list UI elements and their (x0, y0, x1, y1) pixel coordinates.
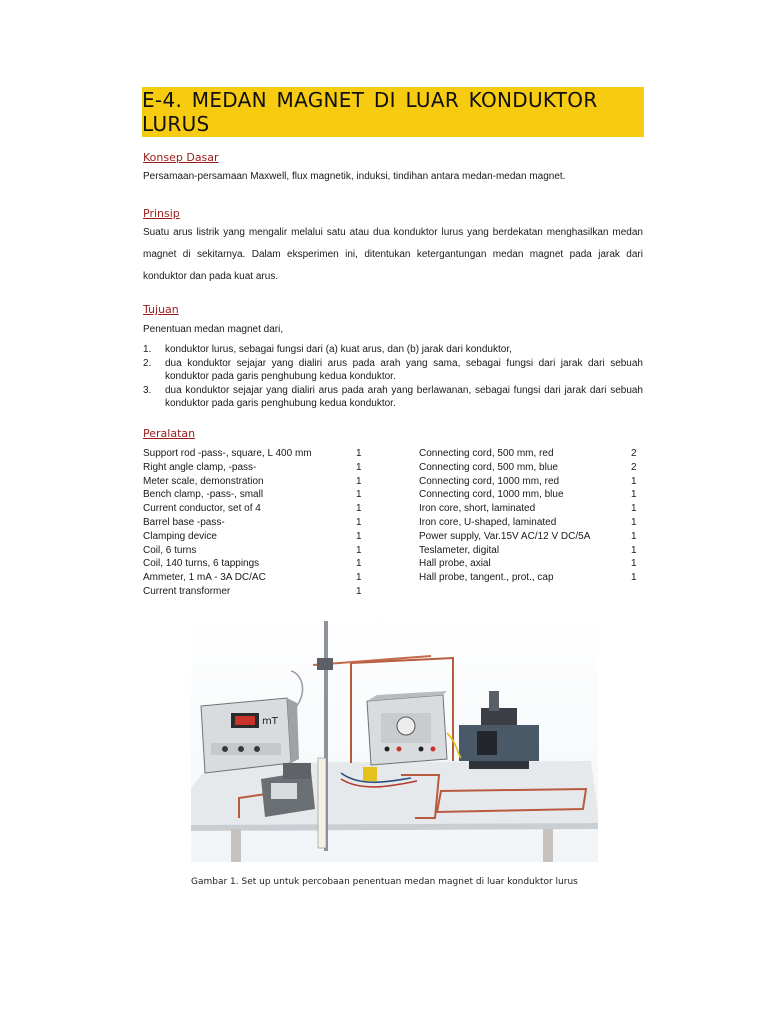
equipment-name: Coil, 6 turns (143, 544, 197, 556)
equipment-qty: 1 (631, 558, 637, 570)
table-row (143, 461, 366, 475)
equipment-name: Current transformer (143, 585, 231, 597)
equipment-qty: 1 (631, 503, 637, 515)
equipment-qty: 1 (356, 558, 362, 570)
title-banner (142, 87, 644, 137)
table-row (143, 475, 366, 489)
konsep-dasar-text: Persamaan-persamaan Maxwell, flux magnetik, induksi, tindihan antara medan-medan magnet. (143, 171, 566, 182)
equipment-name: Power supply, Var.15V AC/12 V DC/5A (419, 530, 591, 542)
equipment-qty: 1 (356, 572, 362, 584)
equipment-name: Clamping device (143, 530, 217, 542)
table-row (419, 530, 641, 544)
equipment-name: Ammeter, 1 mA - 3A DC/AC (143, 572, 266, 584)
list-item: 1. konduktor lurus, sebagai fungsi dari (a) kuat arus, dan (b) jarak dari konduktor, (143, 344, 512, 355)
equipment-qty: 2 (631, 448, 637, 459)
table-row (419, 475, 641, 489)
equipment-list-left (143, 447, 366, 599)
equipment-name: Connecting cord, 1000 mm, red (419, 475, 560, 487)
figure-caption: Gambar 1. Set up untuk percobaan penentuan medan magnet di luar konduktor lurus (191, 877, 578, 887)
heading-prinsip: Prinsip (143, 207, 180, 220)
equipment-qty: 1 (631, 530, 637, 542)
equipment-name: Connecting cord, 500 mm, red (419, 448, 554, 459)
heading-tujuan: Tujuan (143, 303, 179, 316)
equipment-name: Connecting cord, 1000 mm, blue (419, 489, 564, 501)
table-row (143, 447, 366, 461)
equipment-qty: 1 (631, 572, 637, 584)
section-peralatan (143, 427, 643, 440)
equipment-qty: 1 (631, 489, 637, 501)
objectives-list (143, 343, 643, 411)
equipment-name: Barrel base -pass- (143, 516, 225, 528)
heading-konsep-dasar: Konsep Dasar (143, 151, 219, 164)
equipment-name: Right angle clamp, -pass- (143, 461, 257, 473)
teslameter-unit-label: mT (262, 716, 278, 727)
equipment-qty: 1 (356, 448, 362, 459)
table-row (419, 461, 641, 475)
equipment-qty: 1 (356, 530, 362, 542)
equipment-name: Current conductor, set of 4 (143, 503, 261, 515)
section-konsep-dasar (143, 151, 643, 184)
equipment-name: Coil, 140 turns, 6 tappings (143, 558, 260, 570)
equipment-qty: 1 (356, 544, 362, 556)
table-row (143, 488, 366, 502)
section-tujuan (143, 303, 643, 411)
table-row (143, 557, 366, 571)
equipment-name: Hall probe, axial (419, 558, 491, 570)
section-prinsip (143, 207, 643, 288)
tujuan-intro: Penentuan medan magnet dari, (143, 324, 284, 335)
table-row (419, 571, 641, 585)
equipment-name: Iron core, U-shaped, laminated (419, 516, 557, 528)
table-row (143, 516, 366, 530)
equipment-qty: 1 (356, 475, 362, 487)
table-row (419, 502, 641, 516)
equipment-qty: 1 (356, 585, 362, 597)
table-row (419, 447, 641, 461)
equipment-qty: 1 (631, 544, 637, 556)
list-item: 3. dua konduktor sejajar yang dialiri arus pada arah yang berlawanan, sebagai fungsi dari jarak dari sebuah konduktor pada garis penghubung kedua konduktor. (143, 384, 643, 409)
prinsip-text: Suatu arus listrik yang mengalir melalui satu atau dua konduktor lurus yang berdekatan menghasilkan medan magnet di sekitarnya. Dalam eksperimen ini, ditentukan ketergantungan medan magnet pada jarak dari konduktor dan pada kuat arus. (143, 227, 643, 282)
equipment-qty: 2 (631, 461, 637, 473)
table-row (143, 585, 366, 599)
equipment-name: Bench clamp, -pass-, small (143, 489, 264, 501)
equipment-qty: 1 (356, 489, 362, 501)
table-row (143, 530, 366, 544)
experiment-setup-photo (191, 613, 598, 862)
equipment-name: Teslameter, digital (419, 544, 500, 556)
experiment-setup-illustration (191, 613, 598, 862)
table-row (419, 557, 641, 571)
table-row (143, 571, 366, 585)
equipment-name: Support rod -pass-, square, L 400 mm (143, 448, 312, 459)
equipment-qty: 1 (356, 461, 362, 473)
table-row (419, 516, 641, 530)
equipment-qty: 1 (631, 516, 637, 528)
equipment-name: Connecting cord, 500 mm, blue (419, 461, 558, 473)
heading-peralatan: Peralatan (143, 427, 196, 440)
equipment-qty: 1 (356, 516, 362, 528)
equipment-name: Hall probe, tangent., prot., cap (419, 572, 554, 584)
equipment-name: Meter scale, demonstration (143, 475, 264, 487)
equipment-qty: 1 (356, 503, 362, 515)
table-row (419, 544, 641, 558)
table-row (143, 544, 366, 558)
document-title: E-4. MEDAN MAGNET DI LUAR KONDUKTOR LURUS (142, 88, 598, 136)
table-row (143, 502, 366, 516)
table-row (419, 488, 641, 502)
equipment-name: Iron core, short, laminated (419, 503, 536, 515)
list-item: 2. dua konduktor sejajar yang dialiri arus pada arah yang sama, sebagai fungsi dari jarak dari sebuah konduktor pada garis penghubung kedua konduktor. (143, 357, 643, 382)
equipment-list-right (419, 447, 641, 585)
equipment-qty: 1 (631, 475, 637, 487)
